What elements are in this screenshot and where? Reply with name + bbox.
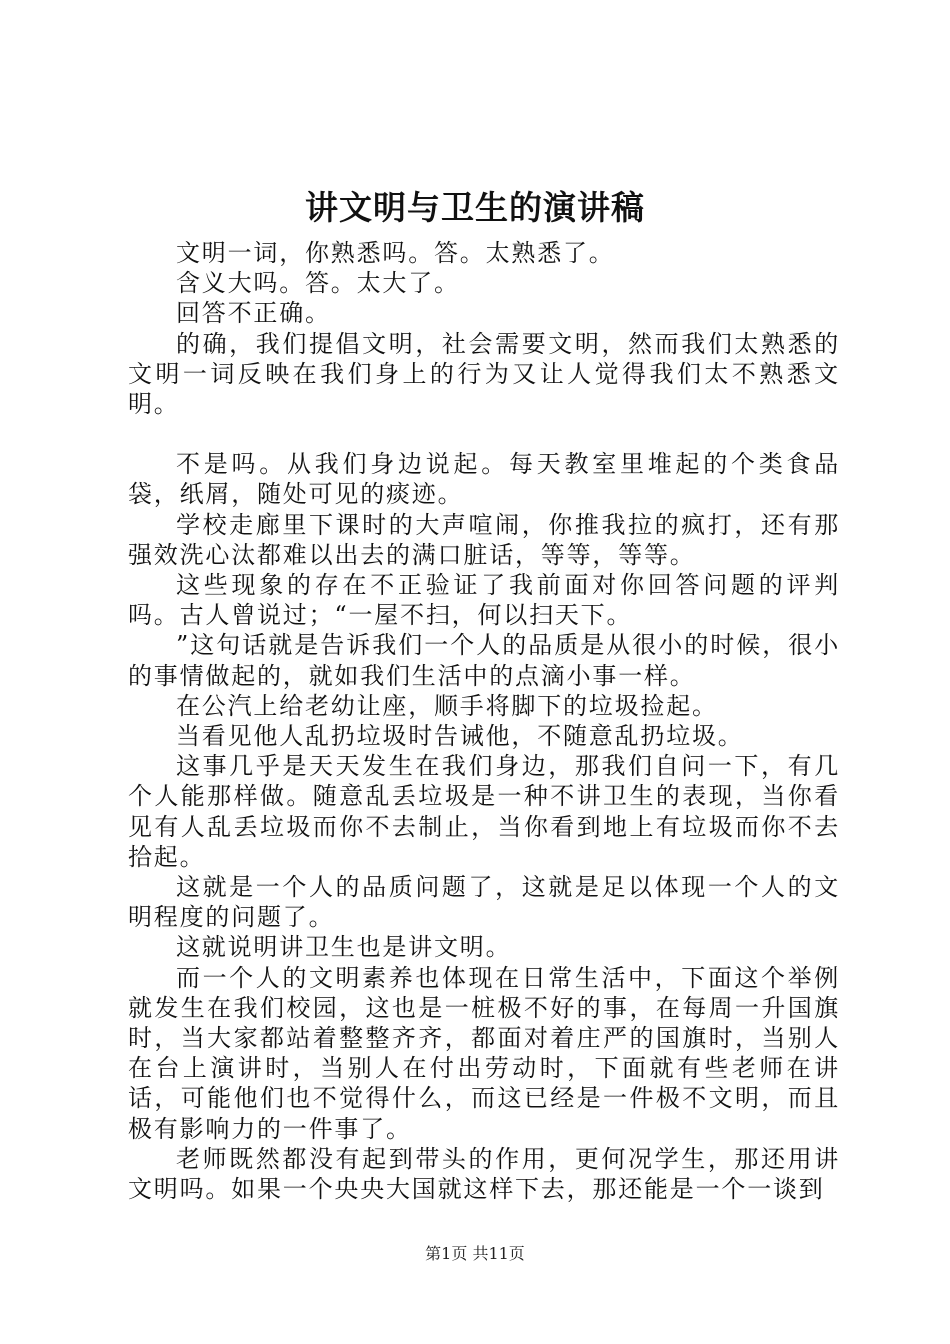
page-footer: 第1页 共11页	[425, 1244, 525, 1263]
paragraph: 当看见他人乱扔垃圾时告诫他，不随意乱扔垃圾。	[176, 722, 744, 751]
paragraph: 不是吗。从我们身边说起。每天教室里堆起的个类食品袋，纸屑，随处可见的痰迹。	[128, 450, 840, 509]
paragraph: 这事几乎是天天发生在我们身边，那我们自问一下，有几个人能那样做。随意乱丢垃圾是一种不讲卫生的表现，当你看见有人乱丢垃圾而你不去制止，当你看到地上有垃圾而你不去拾起。	[128, 752, 840, 871]
document-body	[128, 238, 840, 1204]
paragraph: 老师既然都没有起到带头的作用，更何况学生，那还用讲文明吗。如果一个央央大国就这样下去，那还能是一个一谈到	[128, 1144, 840, 1204]
paragraph: 这就是一个人的品质问题了，这就是足以体现一个人的文明程度的问题了。	[128, 873, 840, 932]
paragraph: 学校走廊里下课时的大声喧闹，你推我拉的疯打，还有那强效洗心汰都难以出去的满口脏话，等等，等等。	[128, 510, 840, 569]
paragraph: 文明一词，你熟悉吗。答。太熟悉了。	[176, 239, 615, 267]
document-title: 讲文明与卫生的演讲稿	[305, 188, 645, 227]
paragraph: 的确，我们提倡文明，社会需要文明，然而我们太熟悉的文明一词反映在我们身上的行为又让人觉得我们太不熟悉文明。	[128, 329, 840, 419]
paragraph: 而一个人的文明素养也体现在日常生活中，下面这个举例就发生在我们校园，这也是一桩极不好的事，在每周一升国旗时，当大家都站着整整齐齐，都面对着庄严的国旗时，当别人在台上演讲时，当别人在付出劳动时，下面就有些老师在讲话，可能他们也不觉得什么，而这已经是一件极不文明，而且极有影响力的一件事了。	[128, 963, 840, 1143]
paragraph: 回答不正确。	[176, 299, 331, 328]
paragraph: ”这句话就是告诉我们一个人的品质是从很小的时候，很小的事情做起的，就如我们生活中的点滴小事一样。	[128, 631, 840, 690]
paragraph: 这就说明讲卫生也是讲文明。	[176, 933, 512, 962]
paragraph: 在公汽上给老幼让座，顺手将脚下的垃圾捡起。	[176, 691, 718, 720]
paragraph: 这些现象的存在不正验证了我前面对你回答问题的评判吗。古人曾说过；“一屋不扫，何以扫天下。	[128, 571, 840, 630]
paragraph: 含义大吗。答。太大了。	[176, 269, 460, 298]
